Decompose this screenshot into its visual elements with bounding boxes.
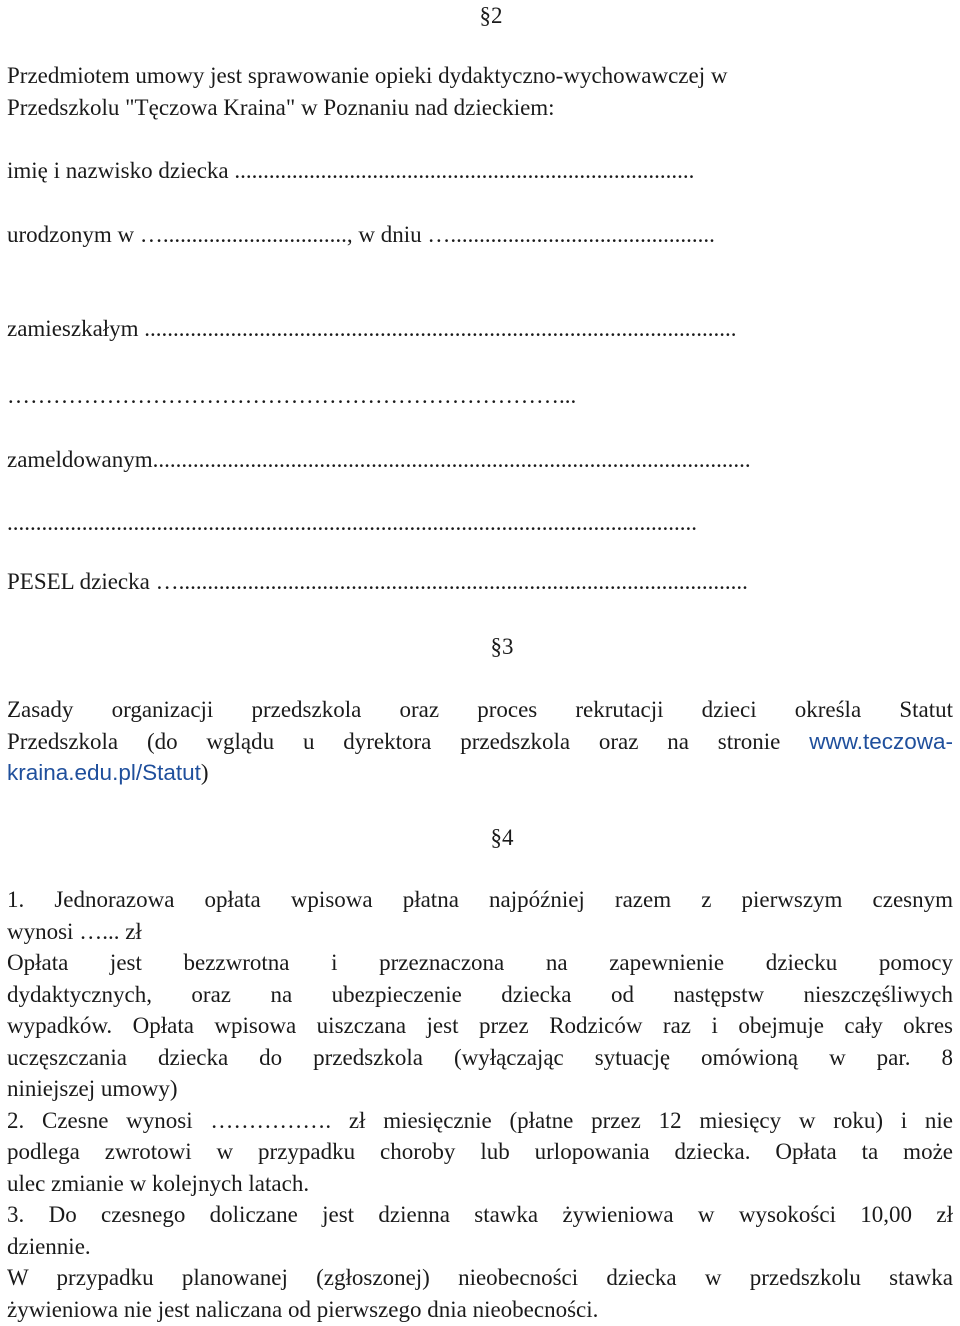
s3-line-2 xyxy=(7,726,953,758)
s4-p1-line-4: dydaktycznych, oraz na ubezpieczenie dziecka od następstw nieszczęśliwych xyxy=(7,981,953,1007)
s4-p1-line-3: Opłata jest bezzwrotna i przeznaczona na zapewnienie dziecku pomocy xyxy=(7,950,953,975)
section-3-body xyxy=(7,694,953,789)
s4-p1-line-2: wynosi …... zł xyxy=(7,918,142,944)
s4-p3-line-2: dziennie. xyxy=(7,1233,91,1259)
s4-p4-line-2: żywieniowa nie jest naliczana od pierwszego dnia nieobecności. xyxy=(7,1296,599,1322)
s4-p2-line-3: ulec zmianie w kolejnych latach. xyxy=(7,1170,310,1196)
s4-p2-line-1-rest: miesięcznie (płatne przez 12 miesięcy w roku) i nie xyxy=(383,1107,953,1133)
intro-line-1: Przedmiotem umowy jest sprawowanie opieki dydaktyczno-wychowawczej w xyxy=(7,63,728,88)
registration-continuation: ........................................................................................................................ xyxy=(7,510,697,535)
s4-p1-line-5 xyxy=(7,1010,953,1042)
registration-field: zameldowanym........................................................................................................ xyxy=(7,447,751,472)
intro-line-2: Przedszkolu "Tęczowa Kraina" w Poznaniu nad dzieckiem: xyxy=(7,94,555,120)
section-2-heading: §2 xyxy=(479,3,503,28)
section-3-heading: §3 xyxy=(490,634,514,659)
child-name-field: imię i nazwisko dziecka ................................................................................ xyxy=(7,158,695,183)
section-2-intro xyxy=(7,60,953,123)
s4-p1-line-1: 1. Jednorazowa opłata wpisowa płatna najpóźniej razem z pierwszym czesnym xyxy=(7,887,953,912)
section-2 xyxy=(7,0,953,31)
residence-field: zamieszkałym ....................................................................................................... xyxy=(7,316,737,341)
pesel-field: PESEL dziecka …................................................................................................... xyxy=(7,569,748,594)
s4-p1-line-7: niniejszej umowy) xyxy=(7,1076,178,1101)
s4-p2-line-1 xyxy=(7,1105,953,1137)
section-4-body xyxy=(7,884,953,1325)
s4-p1-line-5-start: wypadków. xyxy=(7,1013,133,1038)
section-4-heading: §4 xyxy=(490,825,514,850)
statute-link-part-1[interactable]: www.teczowa- xyxy=(809,728,953,754)
birth-field: urodzonym w …................................, w dniu ….............................................. xyxy=(7,222,715,247)
s3-line-3 xyxy=(7,757,953,789)
s4-p3-line-1: 3. Do czesnego doliczane jest dzienna stawka żywieniowa w wysokości 10,00 zł xyxy=(7,1202,953,1227)
s4-p1-line-6: uczęszczania dziecka do przedszkola (wyłączając sytuację omówioną w par. 8 xyxy=(7,1044,953,1070)
s4-p4-line-1: W przypadku planowanej (zgłoszonej) nieobecności dziecka w przedszkolu stawka xyxy=(7,1265,953,1290)
s3-line-1: Zasady organizacji przedszkola oraz proces rekrutacji dzieci określa Statut xyxy=(7,697,953,722)
s4-p2-line-1-start: 2. Czesne wynosi ……………. zł xyxy=(7,1107,384,1133)
residence-continuation: ………………………………………………………………... xyxy=(7,383,577,408)
s3-close-paren: ) xyxy=(200,760,209,785)
s3-line-2-text: Przedszkola (do wglądu u dyrektora przedszkola oraz na stronie xyxy=(7,728,810,754)
statute-link-part-2[interactable]: kraina.edu.pl/Statut xyxy=(7,760,201,785)
s4-p2-line-2: podlega zwrotowi w przypadku choroby lub urlopowania dziecka. Opłata ta może xyxy=(7,1139,953,1164)
s4-p1-line-5-rest: Opłata wpisowa uiszczana jest przez Rodziców raz i obejmuje cały okres xyxy=(132,1013,953,1038)
